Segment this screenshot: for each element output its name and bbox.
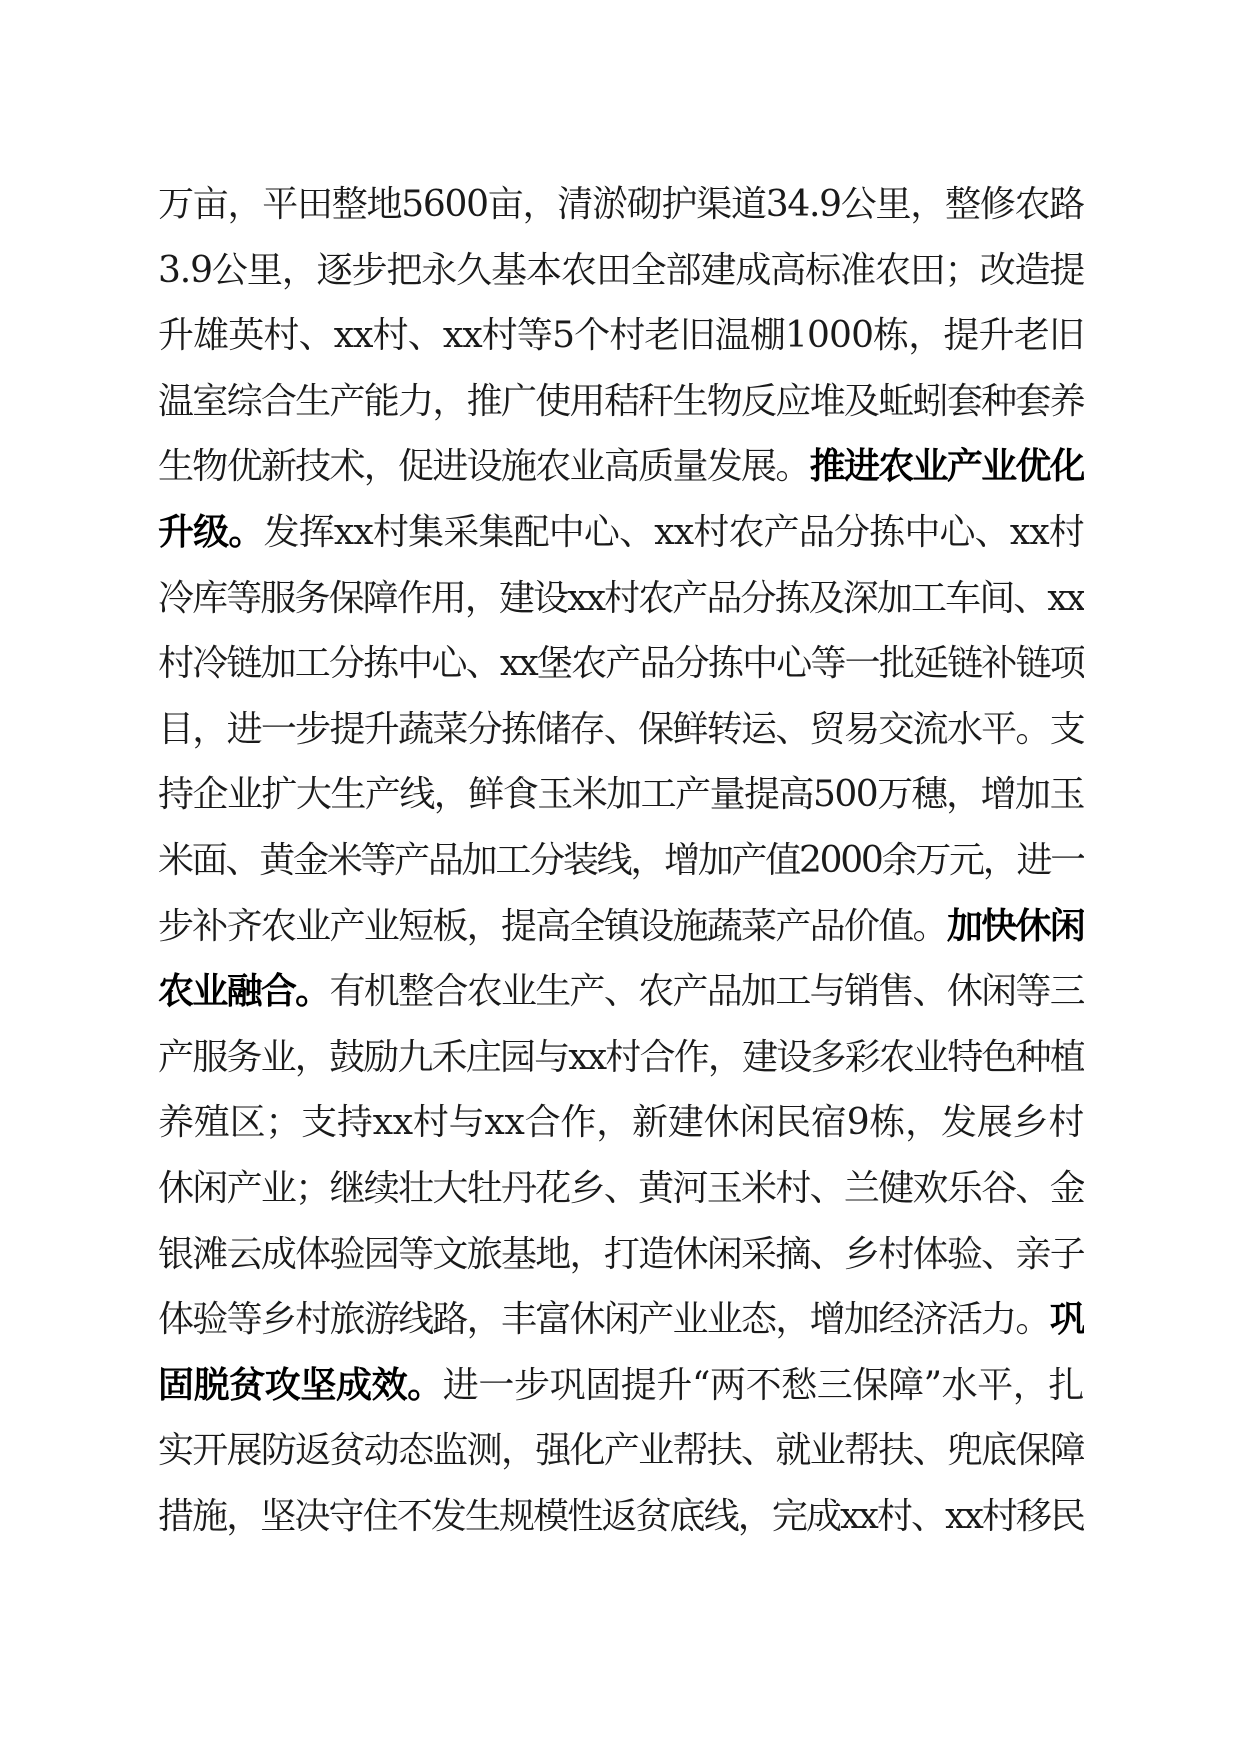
text-segment: 休闲产业；继续壮大牡丹花乡、黄河玉米村、兰健欢乐谷、金 [158,1167,1084,1209]
text-line-9 [158,697,1084,763]
text-line-18 [158,1287,1084,1353]
bold-heading-segment: 推进农业产业优化 [809,445,1084,488]
text-line-5 [158,434,1084,500]
text-segment: 持企业扩大生产线，鲜食玉米加工产量提高500万穗，增加玉 [158,774,1084,816]
text-line-6 [158,500,1084,566]
text-segment: 3.9公里，逐步把永久基本农田全部建成高标准农田；改造提 [158,249,1084,291]
text-line-11 [158,828,1084,894]
text-segment: 发挥xx村集采集配中心、xx村农产品分拣中心、xx村 [263,511,1084,553]
text-line-16 [158,1156,1084,1222]
bold-heading-segment: 升级。 [158,510,264,553]
text-line-4 [158,369,1084,435]
text-segment: 生物优新技术，促进设施农业高质量发展。 [158,446,810,488]
bold-heading-segment: 固脱贫攻坚成效。 [158,1363,443,1406]
text-line-7 [158,566,1084,632]
text-line-3 [158,303,1084,369]
text-line-2 [158,238,1084,304]
text-line-8 [158,631,1084,697]
text-line-15 [158,1090,1084,1156]
text-segment: 村冷链加工分拣中心、xx堡农产品分拣中心等一批延链补链项 [158,643,1084,685]
text-segment: 体验等乡村旅游线路，丰富休闲产业业态，增加经济活力。 [158,1299,1050,1341]
text-segment: 有机整合农业生产、农产品加工与销售、休闲等三 [329,971,1084,1013]
text-line-10 [158,762,1084,828]
text-segment: 措施，坚决守住不发生规模性返贫底线，完成xx村、xx村移民 [158,1495,1084,1537]
text-line-13 [158,959,1084,1025]
text-line-14 [158,1025,1084,1091]
text-line-20 [158,1418,1084,1484]
text-line-17 [158,1222,1084,1288]
bold-heading-segment: 巩 [1049,1298,1084,1341]
text-segment: 万亩，平田整地5600亩，清淤砌护渠道34.9公里，整修农路 [158,184,1084,225]
text-segment: 银滩云成体验园等文旅基地，打造休闲采摘、乡村体验、亲子 [158,1233,1084,1275]
text-segment: 冷库等服务保障作用，建设xx村农产品分拣及深加工车间、xx [158,577,1084,619]
bold-heading-segment: 农业融合。 [158,970,330,1013]
body-text [158,172,1084,1549]
text-segment: 米面、黄金米等产品加工分装线，增加产值2000余万元，进一 [158,839,1084,881]
text-line-1 [158,172,1084,238]
text-segment: 目，进一步提升蔬菜分拣储存、保鲜转运、贸易交流水平。支 [158,708,1084,750]
text-line-21 [158,1484,1084,1550]
text-segment: 进一步巩固提升“两不愁三保障”水平，扎 [442,1364,1084,1406]
text-segment: 温室综合生产能力，推广使用秸秆生物反应堆及蚯蚓套种套养 [158,380,1084,422]
bold-heading-segment: 加快休闲 [946,904,1084,947]
text-segment: 养殖区；支持xx村与xx合作，新建休闲民宿9栋，发展乡村 [158,1102,1084,1144]
text-segment: 实开展防返贫动态监测，强化产业帮扶、就业帮扶、兜底保障 [158,1430,1084,1472]
text-segment: 步补齐农业产业短板，提高全镇设施蔬菜产品价值。 [158,905,947,947]
text-line-19 [158,1353,1084,1419]
text-segment: 产服务业，鼓励九禾庄园与xx村合作，建设多彩农业特色种植 [158,1036,1084,1078]
text-segment: 升雄英村、xx村、xx村等5个村老旧温棚1000栋，提升老旧 [158,315,1084,357]
text-line-12 [158,894,1084,960]
